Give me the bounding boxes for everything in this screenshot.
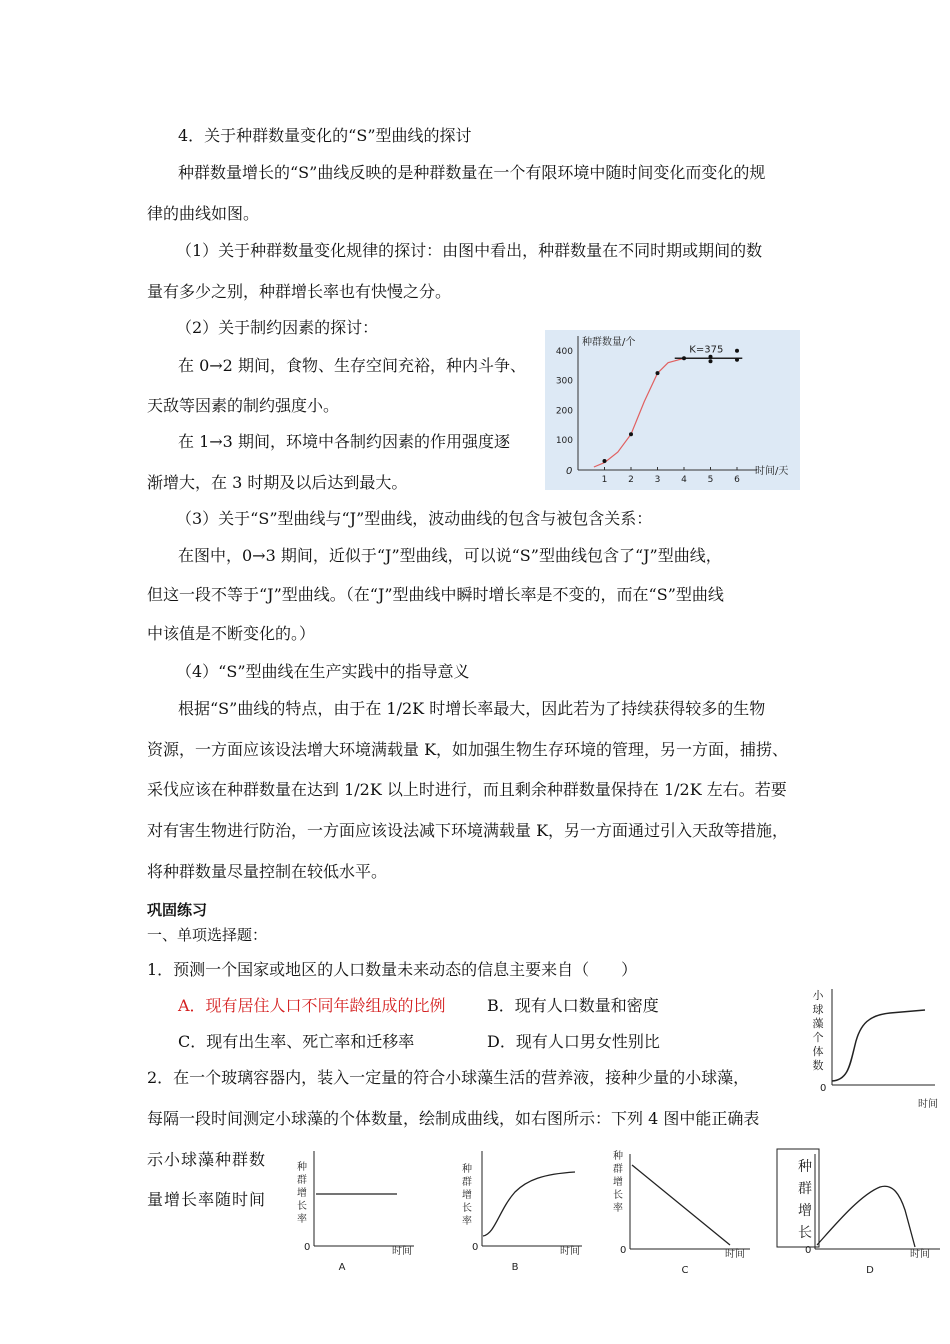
y-axis-label-char: 数 (812, 1059, 824, 1072)
paragraph-line: （4）“S”型曲线在生产实践中的指导意义 (176, 662, 470, 681)
y-tick-label: 300 (555, 376, 573, 387)
section-title: 4．关于种群数量变化的“S”型曲线的探讨 (178, 126, 472, 145)
x-axis-label: 时间 (560, 1246, 580, 1257)
origin-label: 0 (820, 1083, 827, 1094)
y-axis-label-char: 长 (798, 1225, 812, 1241)
y-axis-label-char: 体 (812, 1045, 824, 1058)
exercise-part: 一、单项选择题： (147, 926, 268, 944)
x-axis-label: 时间 (918, 1099, 938, 1110)
panel-label: B (511, 1262, 519, 1270)
data-point (735, 349, 739, 353)
y-axis-label-char: 长 (462, 1203, 472, 1214)
data-point (709, 355, 713, 359)
y-axis-label-char: 率 (613, 1203, 623, 1214)
y-axis-label-char: 群 (462, 1177, 472, 1188)
y-axis-label-char: 球 (812, 1003, 824, 1016)
paragraph-line: 根据“S”曲线的特点，由于在 1/2K 时增长率最大，因此若为了持续获得较多的生物 (178, 699, 766, 718)
x-tick-label: 3 (654, 475, 661, 485)
paragraph-line: （2）关于制约因素的探讨： (176, 318, 379, 337)
rate-curve (483, 1172, 575, 1236)
y-axis-label-char: 小 (812, 989, 824, 1002)
y-axis-label-char: 群 (613, 1164, 623, 1175)
option-a: A．现有居住人口不同年龄组成的比例 (178, 996, 446, 1015)
option-chart-d (775, 1135, 945, 1275)
k-annotation: K=375 (689, 344, 724, 356)
data-point (682, 356, 686, 360)
y-axis-label-char: 个 (812, 1031, 824, 1044)
option-chart-a (292, 1148, 422, 1270)
y-axis-label-char: 增 (613, 1177, 623, 1188)
x-axis-label: 时间 (392, 1246, 412, 1257)
panel-label: C (681, 1265, 689, 1275)
s-curve-chart (545, 330, 800, 490)
y-axis-label-char: 率 (462, 1216, 472, 1227)
x-tick-label: 6 (734, 475, 740, 485)
y-tick-label: 200 (555, 406, 573, 417)
origin-label: 0 (620, 1245, 627, 1256)
paragraph-line: 在 1→3 期间，环境中各制约因素的作用强度逐 (178, 432, 510, 451)
y-axis-label-char: 种 (798, 1159, 812, 1175)
paragraph-line: 律的曲线如图。 (147, 204, 260, 223)
data-point (656, 371, 660, 375)
origin-label: 0 (304, 1242, 311, 1253)
paragraph-line: 渐增大，在 3 时期及以后达到最大。 (147, 473, 408, 492)
paragraph-line: 资源，一方面应该设法增大环境满载量 K，如加强生物生存环境的管理，另一方面，捕捞、 (147, 740, 789, 759)
y-axis-label-char: 长 (297, 1201, 307, 1212)
paragraph-line: （1）关于种群数量变化规律的探讨：由图中看出，种群数量在不同时期或期间的数 (176, 241, 763, 260)
y-axis-label-char: 增 (462, 1190, 472, 1201)
paragraph-line: 对有害生物进行防治，一方面应该设法减下环境满载量 K，另一方面通过引入天敌等措施， (147, 821, 789, 840)
paragraph-line: 天敌等因素的制约强度小。 (147, 396, 340, 415)
y-axis-label-char: 种 (297, 1162, 307, 1173)
x-tick-label: 4 (681, 475, 687, 485)
question-2-line: 示小球藻种群数 (147, 1150, 267, 1169)
s-curve (832, 1010, 925, 1081)
y-axis-label-char: 增 (798, 1203, 812, 1219)
option-chart-c (610, 1135, 760, 1275)
option-chart-b (455, 1148, 590, 1270)
paragraph-line: 在 0→2 期间，食物、生存空间充裕，种内斗争、 (178, 356, 526, 375)
panel-label: D (866, 1265, 874, 1275)
rate-curve (817, 1186, 915, 1247)
paragraph-line: 采伐应该在种群数量在达到 1/2K 以上时进行，而且剩余种群数量保持在 1/2K 左右。若要 (147, 780, 787, 799)
exercise-title: 巩固练习 (147, 901, 208, 919)
panel-label: A (338, 1262, 346, 1270)
data-point (709, 359, 713, 363)
y-axis-label-char: 种 (613, 1151, 623, 1162)
option-c: C．现有出生率、死亡率和迁移率 (178, 1032, 415, 1051)
y-axis-label-char: 长 (613, 1190, 623, 1201)
question-2-line: 量增长率随时间 (147, 1190, 267, 1209)
origin-label: 0 (472, 1242, 479, 1253)
paragraph-line: 但这一段不等于“J”型曲线。（在“J”型曲线中瞬时增长率是不变的，而在“S”型曲线 (147, 585, 724, 604)
option-b: B．现有人口数量和密度 (487, 996, 659, 1015)
y-axis-label-char: 率 (297, 1214, 307, 1225)
y-tick-label: 100 (555, 436, 573, 447)
data-point (629, 432, 633, 436)
x-tick-label: 1 (601, 475, 608, 485)
paragraph-line: 种群数量增长的“S”曲线反映的是种群数量在一个有限环境中随时间变化而变化的规 (178, 163, 766, 182)
y-tick-label: 400 (555, 346, 573, 357)
y-axis-label-char: 种 (462, 1164, 472, 1175)
rate-curve (632, 1165, 730, 1245)
x-axis-label: 时间 (725, 1249, 745, 1260)
question-2-line: 每隔一段时间测定小球藻的个体数量，绘制成曲线，如右图所示：下列 4 图中能正确表 (147, 1109, 760, 1128)
paragraph-line: 在图中，0→3 期间，近似于“J”型曲线，可以说“S”型曲线包含了“J”型曲线， (178, 546, 722, 565)
x-axis-label: 时间 (910, 1249, 930, 1260)
y-axis-label-char: 群 (297, 1175, 307, 1186)
algae-count-chart (810, 985, 940, 1115)
y-axis-label: 种群数量/个 (582, 337, 636, 348)
paragraph-line: 将种群数量尽量控制在较低水平。 (147, 862, 388, 881)
question-1: 1．预测一个国家或地区的人口数量未来动态的信息主要来自（ ） (147, 960, 638, 979)
y-axis-label-char: 藻 (812, 1017, 824, 1030)
paragraph-line: 中该值是不断变化的。） (147, 624, 316, 643)
y-axis-label-char: 增 (297, 1188, 307, 1199)
origin-label: 0 (805, 1245, 812, 1256)
origin-label: 0 (566, 466, 573, 477)
y-axis-label-char: 群 (798, 1181, 812, 1197)
data-point (735, 358, 739, 362)
option-d: D．现有人口男女性别比 (487, 1032, 660, 1051)
paragraph-line: （3）关于“S”型曲线与“J”型曲线，波动曲线的包含与被包含关系： (176, 509, 653, 528)
x-axis-label: 时间/天 (755, 466, 789, 477)
x-tick-label: 2 (628, 475, 634, 485)
question-2: 2．在一个玻璃容器内，装入一定量的符合小球藻生活的营养液，接种少量的小球藻， (147, 1068, 750, 1087)
data-point (603, 459, 607, 463)
paragraph-line: 量有多少之别，种群增长率也有快慢之分。 (147, 282, 452, 301)
x-tick-label: 5 (707, 475, 714, 485)
